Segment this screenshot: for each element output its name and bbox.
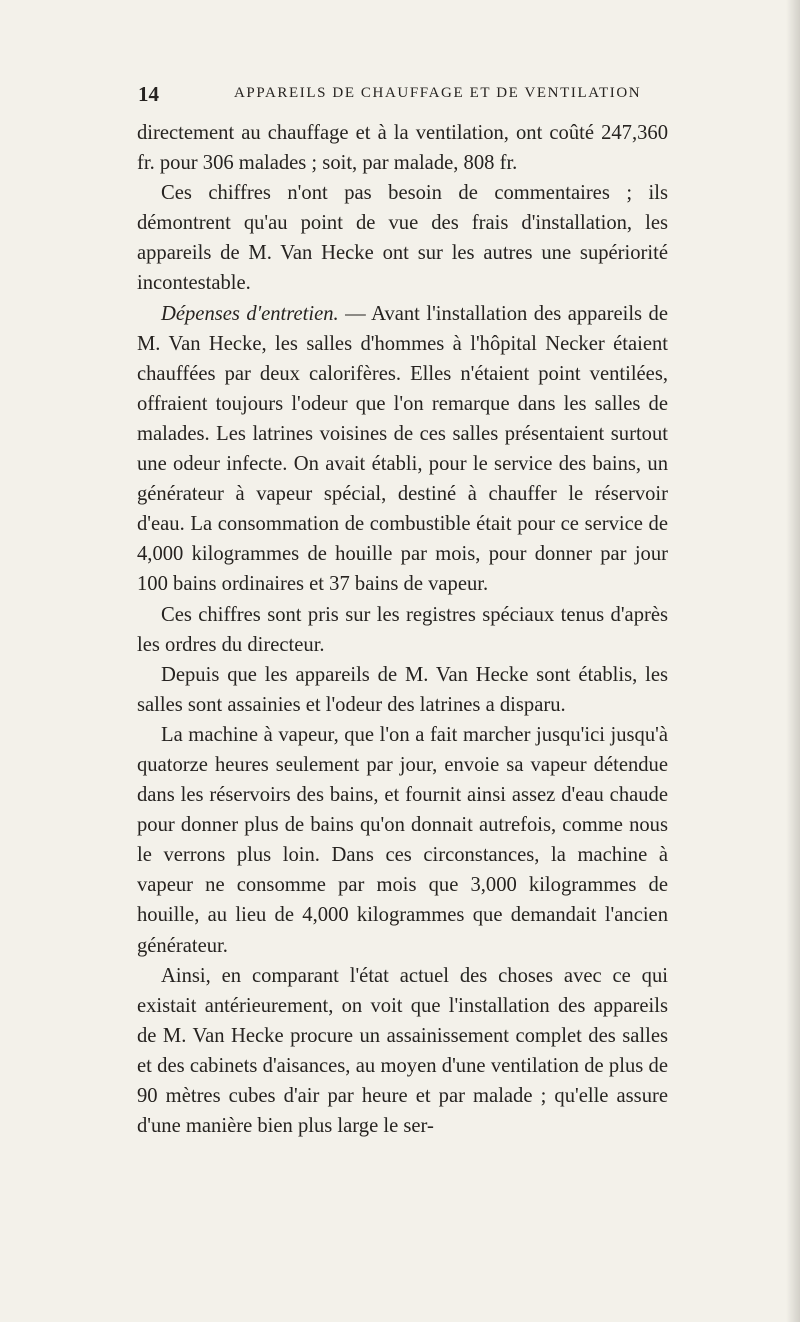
page-edge-shadow [786, 0, 800, 1322]
paragraph-text: — Avant l'installation des appareils de M. Van Hecke, les salles d'hommes à l'hôpital Necker étaient chauffées par deux calorifères. Elles n'étaient point ventilées, offraient toujours l'odeur que l'on remarque dans les salles de malades. Les latrines voisines de ces salles présentaient surtout une odeur infecte. On avait établi, pour le service des bains, un générateur à vapeur spécial, destiné à chauffer le réservoir d'eau. La consommation de combustible était pour ce service de 4,000 kilogrammes de houille par mois, pour donner par jour 100 bains ordinaires et 37 bains de vapeur. [137, 302, 668, 596]
paragraph-text: Ces chiffres sont pris sur les registres spéciaux tenus d'après les ordres du directeur. [137, 603, 668, 656]
paragraph [137, 720, 668, 961]
section-run-in-heading: Dépenses d'entretien. [161, 302, 339, 325]
page-number: 14 [138, 82, 159, 106]
page-header [138, 82, 678, 112]
paragraph [137, 660, 668, 720]
paragraph [137, 600, 668, 660]
paragraph-text: Ainsi, en comparant l'état actuel des choses avec ce qui existait antérieurement, on voit que l'installation des appareils de M. Van Hecke procure un assainissement complet des salles et des cabinets d'aisances, au moyen d'une ventilation de plus de 90 mètres cubes d'air par heure et par malade ; qu'elle assure d'une manière bien plus large le ser- [137, 964, 668, 1138]
paragraph [137, 118, 668, 178]
paragraph [137, 299, 668, 600]
paragraph-text: Ces chiffres n'ont pas besoin de commentaires ; ils démontrent qu'au point de vue des frais d'installation, les appareils de M. Van Hecke ont sur les autres une supériorité incontestable. [137, 182, 668, 295]
body-text [137, 118, 668, 1141]
paragraph-text: directement au chauffage et à la ventilation, ont coûté 247,360 fr. pour 306 malades ; soit, par malade, 808 fr. [137, 122, 668, 175]
paragraph [137, 178, 668, 298]
paragraph [137, 961, 668, 1142]
running-title: APPAREILS DE CHAUFFAGE ET DE VENTILATION [234, 85, 642, 101]
paragraph-text: Depuis que les appareils de M. Van Hecke sont établis, les salles sont assainies et l'odeur des latrines a disparu. [137, 663, 668, 716]
paragraph-text: La machine à vapeur, que l'on a fait marcher jusqu'ici jusqu'à quatorze heures seulement par jour, envoie sa vapeur détendue dans les réservoirs des bains, et fournit ainsi assez d'eau chaude pour donner plus de bains qu'on donnait autrefois, comme nous le verrons plus loin. Dans ces circonstances, la machine à vapeur ne consomme par mois que 3,000 kilogrammes de houille, au lieu de 4,000 kilogrammes que demandait l'ancien générateur. [137, 723, 668, 957]
